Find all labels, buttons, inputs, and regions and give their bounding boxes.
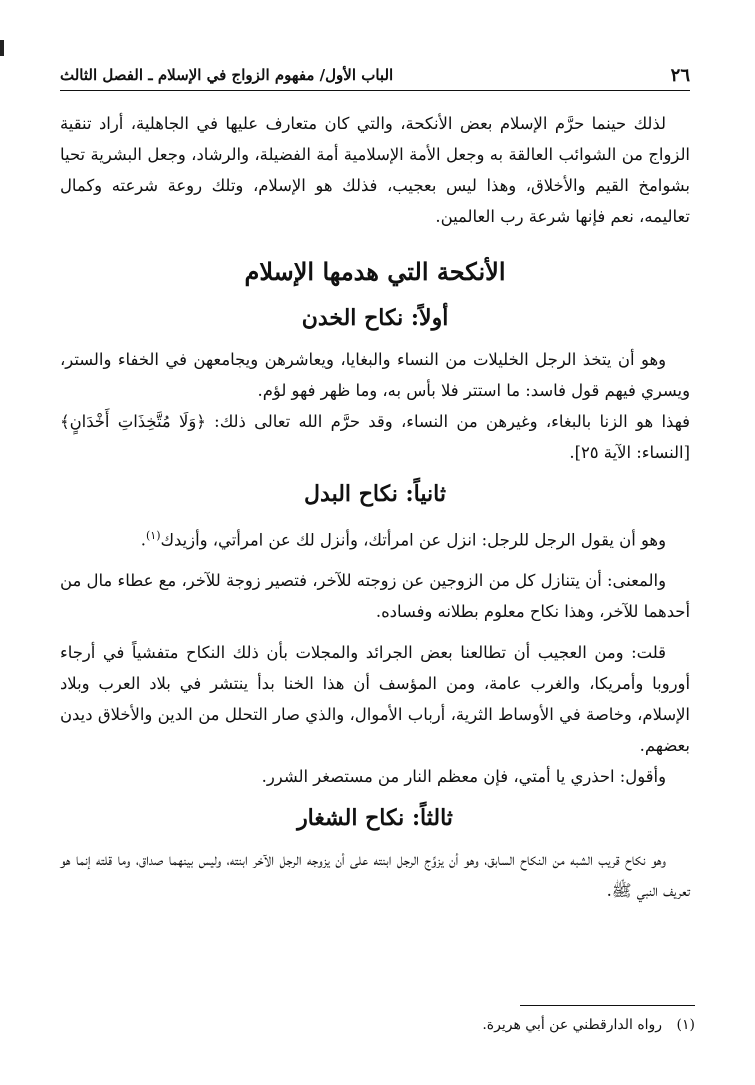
subheading-third: ثالثاً: نكاح الشغار <box>297 805 453 832</box>
subheading-first: أولاً: نكاح الخدن <box>301 305 449 331</box>
page-header <box>60 60 690 91</box>
footnote-rule <box>520 1005 695 1006</box>
paragraph-gap <box>60 555 690 565</box>
second-paragraph-1-text: وهو أن يقول الرجل للرجل: انزل عن امرأتك، وأنزل لك عن امرأتي، وأزيدك <box>160 530 666 550</box>
subheading-second: ثانياً: نكاح البدل <box>304 481 446 507</box>
second-paragraph-2: والمعنى: أن يتنازل كل من الزوجين عن زوجته للآخر، فتصير زوجة للآخر، مع عطاء مال من أحدهما للآخر، وهذا نكاح معلوم بطلانه وفساده. <box>60 571 690 622</box>
first-paragraph-2: فهذا هو الزنا بالبغاء، وغيرهن من النساء، وقد حرَّم الله تعالى ذلك: ﴿وَلَا مُتَّخِذَاتِ أَخْدَانٍ﴾ [النساء: الآية ٢٥]. <box>60 412 690 462</box>
second-paragraph-3: قلت: ومن العجيب أن تطالعنا بعض الجرائد والمجلات بأن ذلك النكاح متفشياً في أرجاء أوروبا وأمريكا، والغرب عامة، ومن المؤسف أن هذا الخنا بدأ ينتشر في بلاد العرب وبلاد الإسلام، وخاصة في الأوساط الثرية، أرباب الأموال، والذي صار التحلل من الدين والأخلاق ديدن بعضهم. <box>60 643 690 756</box>
footnote <box>65 1013 695 1037</box>
first-paragraph-1: وهو أن يتخذ الرجل الخليلات من النساء والبغايا، ويعاشرهن ويجامعهن في الخفاء والستر، ويسري فيهم قول فاسد: ما استتر فلا بأس به، وما ظهر فهو لؤم. <box>60 350 690 400</box>
page-number: ٢٦ <box>670 64 690 86</box>
footnote-text: رواه الدارقطني عن أبي هريرة. <box>482 1017 663 1033</box>
second-paragraph-4: وأقول: احذري يا أمتي، فإن معظم النار من مستصغر الشرر. <box>261 767 666 787</box>
running-title: الباب الأول/ مفهوم الزواج في الإسلام ـ الفصل الثالث <box>60 66 394 84</box>
scan-edge-mark <box>0 40 4 56</box>
page-body <box>60 108 690 906</box>
paragraph-gap <box>60 627 690 637</box>
second-paragraph-1-end: . <box>140 530 146 550</box>
section-heading: الأنكحة التي هدمها الإسلام <box>244 257 506 286</box>
footnote-number: (١) <box>676 1017 695 1033</box>
second-paragraph-1 <box>60 520 690 555</box>
third-paragraph-1: وهو نكاح قريب الشبه من النكاح السابق، وهو أن يزوِّج الرجل ابنته على أن يزوجه الرجل الآخر ابنته، وليس بينهما صداق، وما قلته إنما هو تعريف النبي ﷺ. <box>60 850 690 901</box>
intro-paragraph: لذلك حينما حرَّم الإسلام بعض الأنكحة، والتي كان متعارف عليها في الجاهلية، أراد تنقية الزواج من الشوائب العالقة به وجعل الأمة الإسلامية أمة الفضيلة، والرشاد، وجعل البشرية تحيا بشوامخ القيم والأخلاق، وهذا ليس بعجيب، فذلك هو الإسلام، وتلك روعة شرعته وكمال تعاليمه، نعم فإنها شرعة رب العالمين. <box>60 114 690 226</box>
footnote-reference: (١) <box>145 529 161 542</box>
